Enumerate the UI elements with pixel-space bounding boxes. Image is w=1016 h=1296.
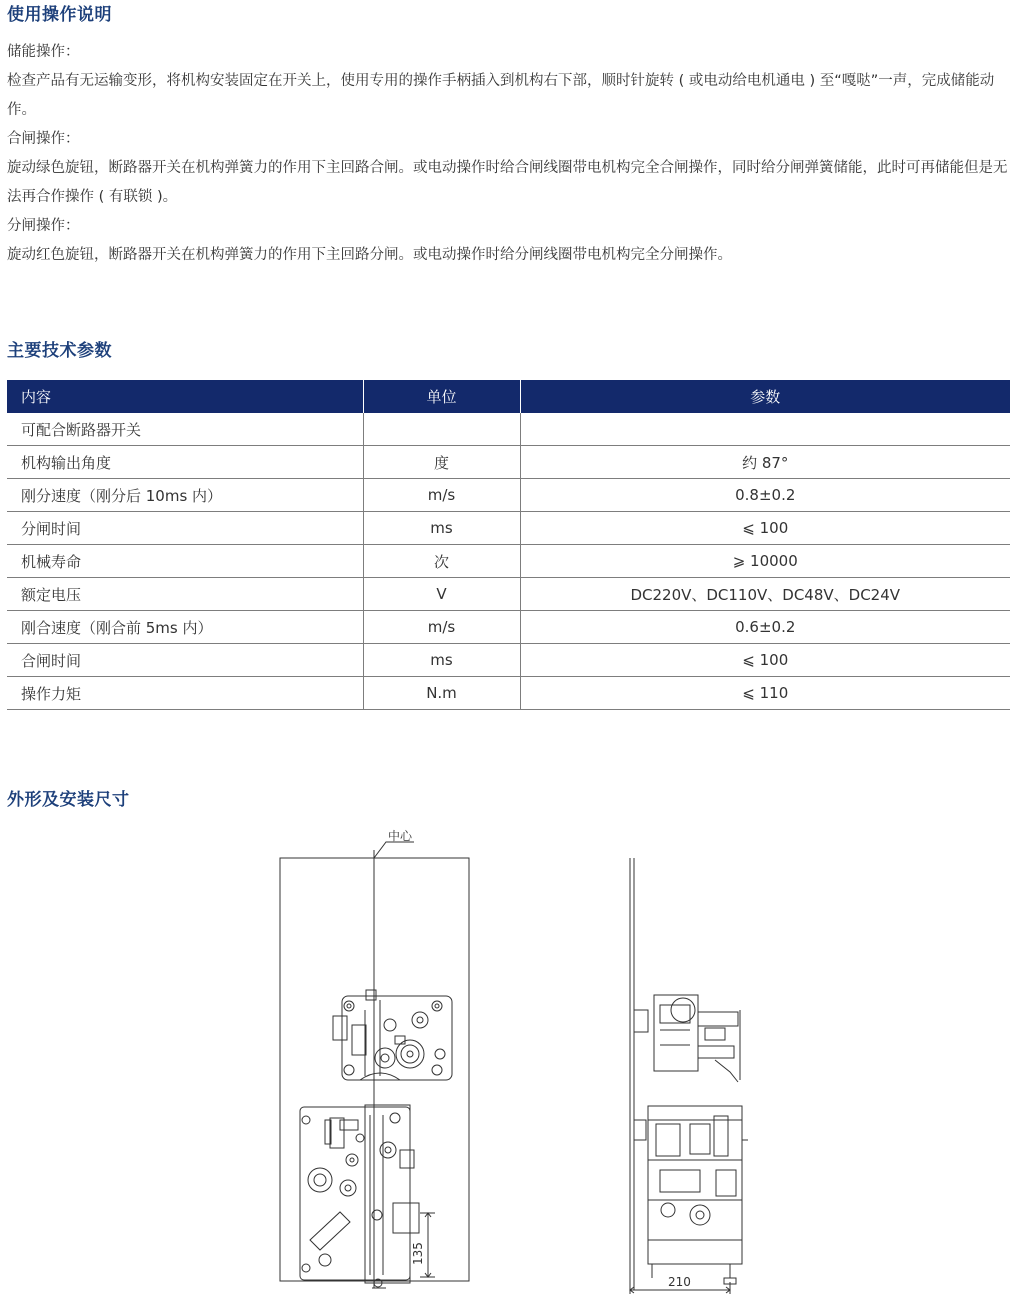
usage-title: 使用操作说明: [7, 5, 112, 25]
open-heading: 分闸操作：: [7, 218, 80, 234]
cell-name: 额定电压: [7, 578, 363, 611]
cell-value: ⩽ 100: [520, 644, 1010, 677]
front-view: [280, 828, 469, 1288]
cell-unit: 度: [363, 446, 520, 479]
cell-value: ⩽ 110: [520, 677, 1010, 710]
table-row: [7, 677, 1010, 710]
cell-unit: ms: [363, 512, 520, 545]
charge-heading: 储能操作：: [7, 44, 80, 60]
side-view: [630, 858, 748, 1294]
cell-unit: V: [363, 578, 520, 611]
dimensions-title: 外形及安装尺寸: [7, 790, 130, 810]
cell-unit: 次: [363, 545, 520, 578]
center-leader: [374, 842, 414, 858]
cell-unit: N.m: [363, 677, 520, 710]
cell-name: 操作力矩: [7, 677, 363, 710]
table-row: [7, 545, 1010, 578]
cell-name: 机构输出角度: [7, 446, 363, 479]
cell-value: ⩾ 10000: [520, 545, 1010, 578]
height-dimension: [411, 1213, 435, 1277]
cell-value: DC220V、DC110V、DC48V、DC24V: [520, 578, 1010, 611]
cell-value: 0.8±0.2: [520, 479, 1010, 512]
center-label: 中心: [388, 829, 413, 843]
cell-name: 机械寿命: [7, 545, 363, 578]
table-row: [7, 644, 1010, 677]
header-content: 内容: [7, 380, 363, 413]
lower-module: [300, 1105, 419, 1288]
spec-header-row: [7, 380, 1010, 413]
cell-value: [520, 413, 1010, 446]
table-row: [7, 578, 1010, 611]
table-row: [7, 611, 1010, 644]
cell-value: 0.6±0.2: [520, 611, 1010, 644]
table-row: [7, 446, 1010, 479]
cell-unit: [363, 413, 520, 446]
close-body: 旋动绿色旋钮，断路器开关在机构弹簧力的作用下主回路合闸。或电动操作时给合闸线圈带电机构完全合闸操作，同时给分闸弹簧储能，此时可再储能但是无法再合作操作 ( 有联锁 )。: [7, 160, 1008, 205]
usage-text: [7, 38, 1012, 270]
table-row: [7, 479, 1010, 512]
cell-name: 分闸时间: [7, 512, 363, 545]
mechanism-drawing: [0, 820, 1016, 1296]
cell-unit: m/s: [363, 479, 520, 512]
specs-title: 主要技术参数: [7, 341, 112, 361]
cell-unit: ms: [363, 644, 520, 677]
header-param: 参数: [520, 380, 1010, 413]
cell-name: 刚分速度（刚分后 10ms 内）: [7, 479, 363, 512]
side-upper-module: [634, 995, 740, 1082]
cell-value: 约 87°: [520, 446, 1010, 479]
charge-body: 检查产品有无运输变形，将机构安装固定在开关上，使用专用的操作手柄插入到机构右下部，顺时针旋转 ( 或电动给电机通电 ) 至“嘎哒”一声，完成储能动作。: [7, 73, 995, 118]
cell-value: ⩽ 100: [520, 512, 1010, 545]
side-lower-module: [634, 1106, 748, 1284]
cell-name: 可配合断路器开关: [7, 413, 363, 446]
open-body: 旋动红色旋钮，断路器开关在机构弹簧力的作用下主回路分闸。或电动操作时给分闸线圈带电机构完全分闸操作。: [7, 247, 732, 263]
close-heading: 合闸操作：: [7, 131, 80, 147]
cell-name: 合闸时间: [7, 644, 363, 677]
upper-module: [333, 990, 452, 1080]
cell-unit: m/s: [363, 611, 520, 644]
table-row: [7, 512, 1010, 545]
depth-dimension-label: 210: [668, 1275, 691, 1289]
cell-name: 刚合速度（刚合前 5ms 内）: [7, 611, 363, 644]
table-row: [7, 413, 1010, 446]
depth-dimension: [630, 1275, 730, 1294]
height-dimension-label: 135: [411, 1242, 425, 1265]
spec-table: [7, 380, 1010, 710]
header-unit: 单位: [363, 380, 520, 413]
